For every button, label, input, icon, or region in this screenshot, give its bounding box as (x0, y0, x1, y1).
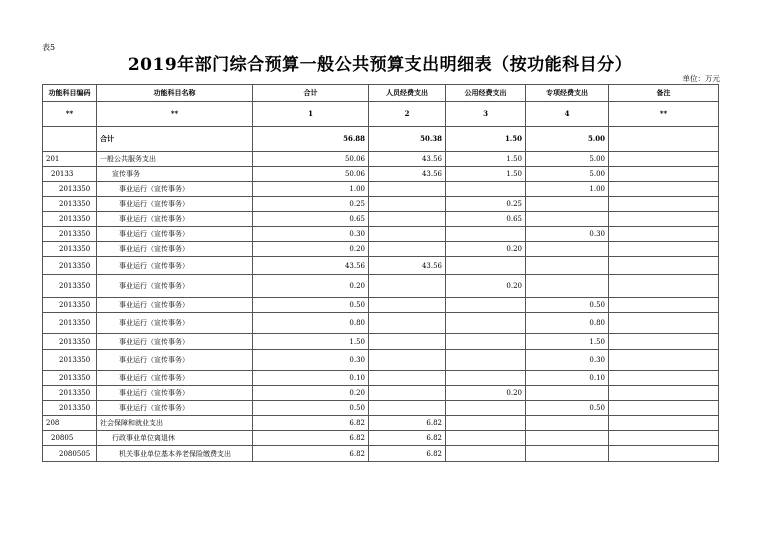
unit-label: 单位：万元 (682, 74, 720, 83)
total-code-cell (43, 127, 97, 152)
row-code-cell: 2013350 (43, 401, 97, 416)
total-public: 1.50 (446, 127, 526, 152)
row-public-cell (446, 298, 526, 313)
row-remark-cell (609, 197, 719, 212)
row-total-cell: 0.20 (253, 275, 369, 298)
total-sum: 56.88 (253, 127, 369, 152)
total-special: 5.00 (526, 127, 609, 152)
row-public-cell (446, 350, 526, 371)
row-special-cell (526, 386, 609, 401)
row-total-cell: 50.06 (253, 152, 369, 167)
row-public-cell (446, 416, 526, 431)
row-total-cell: 0.30 (253, 227, 369, 242)
row-public-cell (446, 257, 526, 275)
header-remark: 备注 (609, 85, 719, 102)
row-public-cell: 0.20 (446, 386, 526, 401)
header-name: 功能科目名称 (97, 85, 253, 102)
table-row (43, 227, 719, 242)
row-remark-cell (609, 313, 719, 334)
row-total-cell: 50.06 (253, 167, 369, 182)
table-row (43, 152, 719, 167)
table-row (43, 298, 719, 313)
row-name-cell: 事业运行（宣传事务） (97, 212, 253, 227)
row-personnel-cell: 6.82 (369, 446, 446, 462)
row-total-cell: 0.50 (253, 401, 369, 416)
row-special-cell: 0.80 (526, 313, 609, 334)
row-total-cell: 0.25 (253, 197, 369, 212)
row-code-cell: 2013350 (43, 182, 97, 197)
row-code-cell: 2013350 (43, 371, 97, 386)
index-cell: ** (609, 102, 719, 127)
row-remark-cell (609, 152, 719, 167)
row-code-cell: 2013350 (43, 242, 97, 257)
index-cell: ** (97, 102, 253, 127)
row-total-cell: 6.82 (253, 431, 369, 446)
row-code-cell: 208 (43, 416, 97, 431)
index-cell: 3 (446, 102, 526, 127)
table-row (43, 275, 719, 298)
row-special-cell (526, 242, 609, 257)
row-personnel-cell (369, 371, 446, 386)
row-name-cell: 事业运行（宣传事务） (97, 386, 253, 401)
row-code-cell: 2013350 (43, 298, 97, 313)
row-name-cell: 行政事业单位离退休 (97, 431, 253, 446)
row-remark-cell (609, 257, 719, 275)
row-public-cell (446, 313, 526, 334)
row-special-cell (526, 446, 609, 462)
header-code: 功能科目编码 (43, 85, 97, 102)
row-special-cell: 1.00 (526, 182, 609, 197)
row-remark-cell (609, 298, 719, 313)
row-name-cell: 机关事业单位基本养老保险缴费支出 (97, 446, 253, 462)
row-public-cell: 0.20 (446, 242, 526, 257)
row-special-cell (526, 275, 609, 298)
row-personnel-cell (369, 350, 446, 371)
row-total-cell: 0.50 (253, 298, 369, 313)
row-name-cell: 事业运行（宣传事务） (97, 313, 253, 334)
row-name-cell: 事业运行（宣传事务） (97, 275, 253, 298)
row-remark-cell (609, 431, 719, 446)
row-remark-cell (609, 167, 719, 182)
row-total-cell: 0.80 (253, 313, 369, 334)
row-public-cell (446, 182, 526, 197)
row-personnel-cell (369, 242, 446, 257)
row-code-cell: 2013350 (43, 275, 97, 298)
row-special-cell (526, 257, 609, 275)
row-name-cell: 事业运行（宣传事务） (97, 334, 253, 350)
row-name-cell: 事业运行（宣传事务） (97, 350, 253, 371)
row-code-cell: 2013350 (43, 334, 97, 350)
row-total-cell: 0.10 (253, 371, 369, 386)
row-name-cell: 事业运行（宣传事务） (97, 197, 253, 212)
row-special-cell: 0.50 (526, 298, 609, 313)
row-special-cell (526, 431, 609, 446)
row-remark-cell (609, 401, 719, 416)
row-name-cell: 社会保障和就业支出 (97, 416, 253, 431)
row-name-cell: 宣传事务 (97, 167, 253, 182)
table-row (43, 167, 719, 182)
row-remark-cell (609, 350, 719, 371)
table-row (43, 371, 719, 386)
row-public-cell: 1.50 (446, 167, 526, 182)
index-cell: 4 (526, 102, 609, 127)
row-special-cell: 0.30 (526, 227, 609, 242)
row-public-cell (446, 334, 526, 350)
row-total-cell: 43.56 (253, 257, 369, 275)
row-remark-cell (609, 275, 719, 298)
header-special: 专项经费支出 (526, 85, 609, 102)
row-name-cell: 事业运行（宣传事务） (97, 401, 253, 416)
row-special-cell: 0.50 (526, 401, 609, 416)
table-number-label: 表5 (42, 43, 56, 52)
row-code-cell: 201 (43, 152, 97, 167)
table-row (43, 334, 719, 350)
table-row (43, 431, 719, 446)
table-row (43, 212, 719, 227)
total-label: 合计 (97, 127, 253, 152)
row-code-cell: 2013350 (43, 197, 97, 212)
page-title: 2019年部门综合预算一般公共预算支出明细表（按功能科目分） (127, 55, 633, 75)
index-cell: ** (43, 102, 97, 127)
row-remark-cell (609, 334, 719, 350)
row-personnel-cell (369, 212, 446, 227)
row-code-cell: 2013350 (43, 212, 97, 227)
row-total-cell: 0.30 (253, 350, 369, 371)
table-row (43, 446, 719, 462)
row-public-cell: 0.20 (446, 275, 526, 298)
index-cell: 1 (253, 102, 369, 127)
row-public-cell (446, 227, 526, 242)
row-personnel-cell (369, 334, 446, 350)
index-cell: 2 (369, 102, 446, 127)
row-personnel-cell (369, 182, 446, 197)
total-row (43, 127, 719, 152)
row-name-cell: 一般公共服务支出 (97, 152, 253, 167)
row-name-cell: 事业运行（宣传事务） (97, 371, 253, 386)
row-public-cell: 0.25 (446, 197, 526, 212)
row-total-cell: 0.20 (253, 242, 369, 257)
table-row (43, 416, 719, 431)
row-code-cell: 20805 (43, 431, 97, 446)
row-code-cell: 20133 (43, 167, 97, 182)
table-row (43, 401, 719, 416)
row-personnel-cell (369, 227, 446, 242)
row-personnel-cell: 6.82 (369, 416, 446, 431)
table-row (43, 257, 719, 275)
row-special-cell: 1.50 (526, 334, 609, 350)
row-remark-cell (609, 446, 719, 462)
row-total-cell: 6.82 (253, 416, 369, 431)
row-code-cell: 2013350 (43, 350, 97, 371)
row-total-cell: 6.82 (253, 446, 369, 462)
row-personnel-cell: 43.56 (369, 152, 446, 167)
row-code-cell: 2013350 (43, 313, 97, 334)
row-total-cell: 0.20 (253, 386, 369, 401)
row-special-cell (526, 197, 609, 212)
row-name-cell: 事业运行（宣传事务） (97, 257, 253, 275)
row-name-cell: 事业运行（宣传事务） (97, 242, 253, 257)
row-special-cell (526, 212, 609, 227)
row-remark-cell (609, 386, 719, 401)
expenditure-table (42, 84, 719, 462)
row-total-cell: 1.50 (253, 334, 369, 350)
row-special-cell (526, 416, 609, 431)
row-personnel-cell: 6.82 (369, 431, 446, 446)
row-special-cell: 0.30 (526, 350, 609, 371)
row-public-cell: 1.50 (446, 152, 526, 167)
row-personnel-cell (369, 298, 446, 313)
row-public-cell (446, 431, 526, 446)
header-row (43, 85, 719, 102)
row-personnel-cell (369, 401, 446, 416)
row-special-cell: 0.10 (526, 371, 609, 386)
row-personnel-cell: 43.56 (369, 257, 446, 275)
row-personnel-cell (369, 197, 446, 212)
table-row (43, 350, 719, 371)
row-special-cell: 5.00 (526, 152, 609, 167)
row-code-cell: 2013350 (43, 227, 97, 242)
row-remark-cell (609, 242, 719, 257)
row-remark-cell (609, 227, 719, 242)
header-total: 合计 (253, 85, 369, 102)
total-personnel: 50.38 (369, 127, 446, 152)
row-personnel-cell (369, 313, 446, 334)
row-special-cell: 5.00 (526, 167, 609, 182)
index-row (43, 102, 719, 127)
row-code-cell: 2013350 (43, 257, 97, 275)
total-remark (609, 127, 719, 152)
row-public-cell: 0.65 (446, 212, 526, 227)
row-personnel-cell (369, 275, 446, 298)
row-total-cell: 0.65 (253, 212, 369, 227)
row-remark-cell (609, 416, 719, 431)
table-row (43, 242, 719, 257)
table-row (43, 313, 719, 334)
row-remark-cell (609, 371, 719, 386)
header-personnel: 人员经费支出 (369, 85, 446, 102)
row-public-cell (446, 446, 526, 462)
row-code-cell: 2080505 (43, 446, 97, 462)
row-personnel-cell (369, 386, 446, 401)
table-row (43, 386, 719, 401)
row-public-cell (446, 401, 526, 416)
table-row (43, 197, 719, 212)
row-remark-cell (609, 182, 719, 197)
row-total-cell: 1.00 (253, 182, 369, 197)
row-name-cell: 事业运行（宣传事务） (97, 298, 253, 313)
header-public: 公用经费支出 (446, 85, 526, 102)
row-name-cell: 事业运行（宣传事务） (97, 182, 253, 197)
row-personnel-cell: 43.56 (369, 167, 446, 182)
row-remark-cell (609, 212, 719, 227)
row-code-cell: 2013350 (43, 386, 97, 401)
row-public-cell (446, 371, 526, 386)
table-row (43, 182, 719, 197)
row-name-cell: 事业运行（宣传事务） (97, 227, 253, 242)
